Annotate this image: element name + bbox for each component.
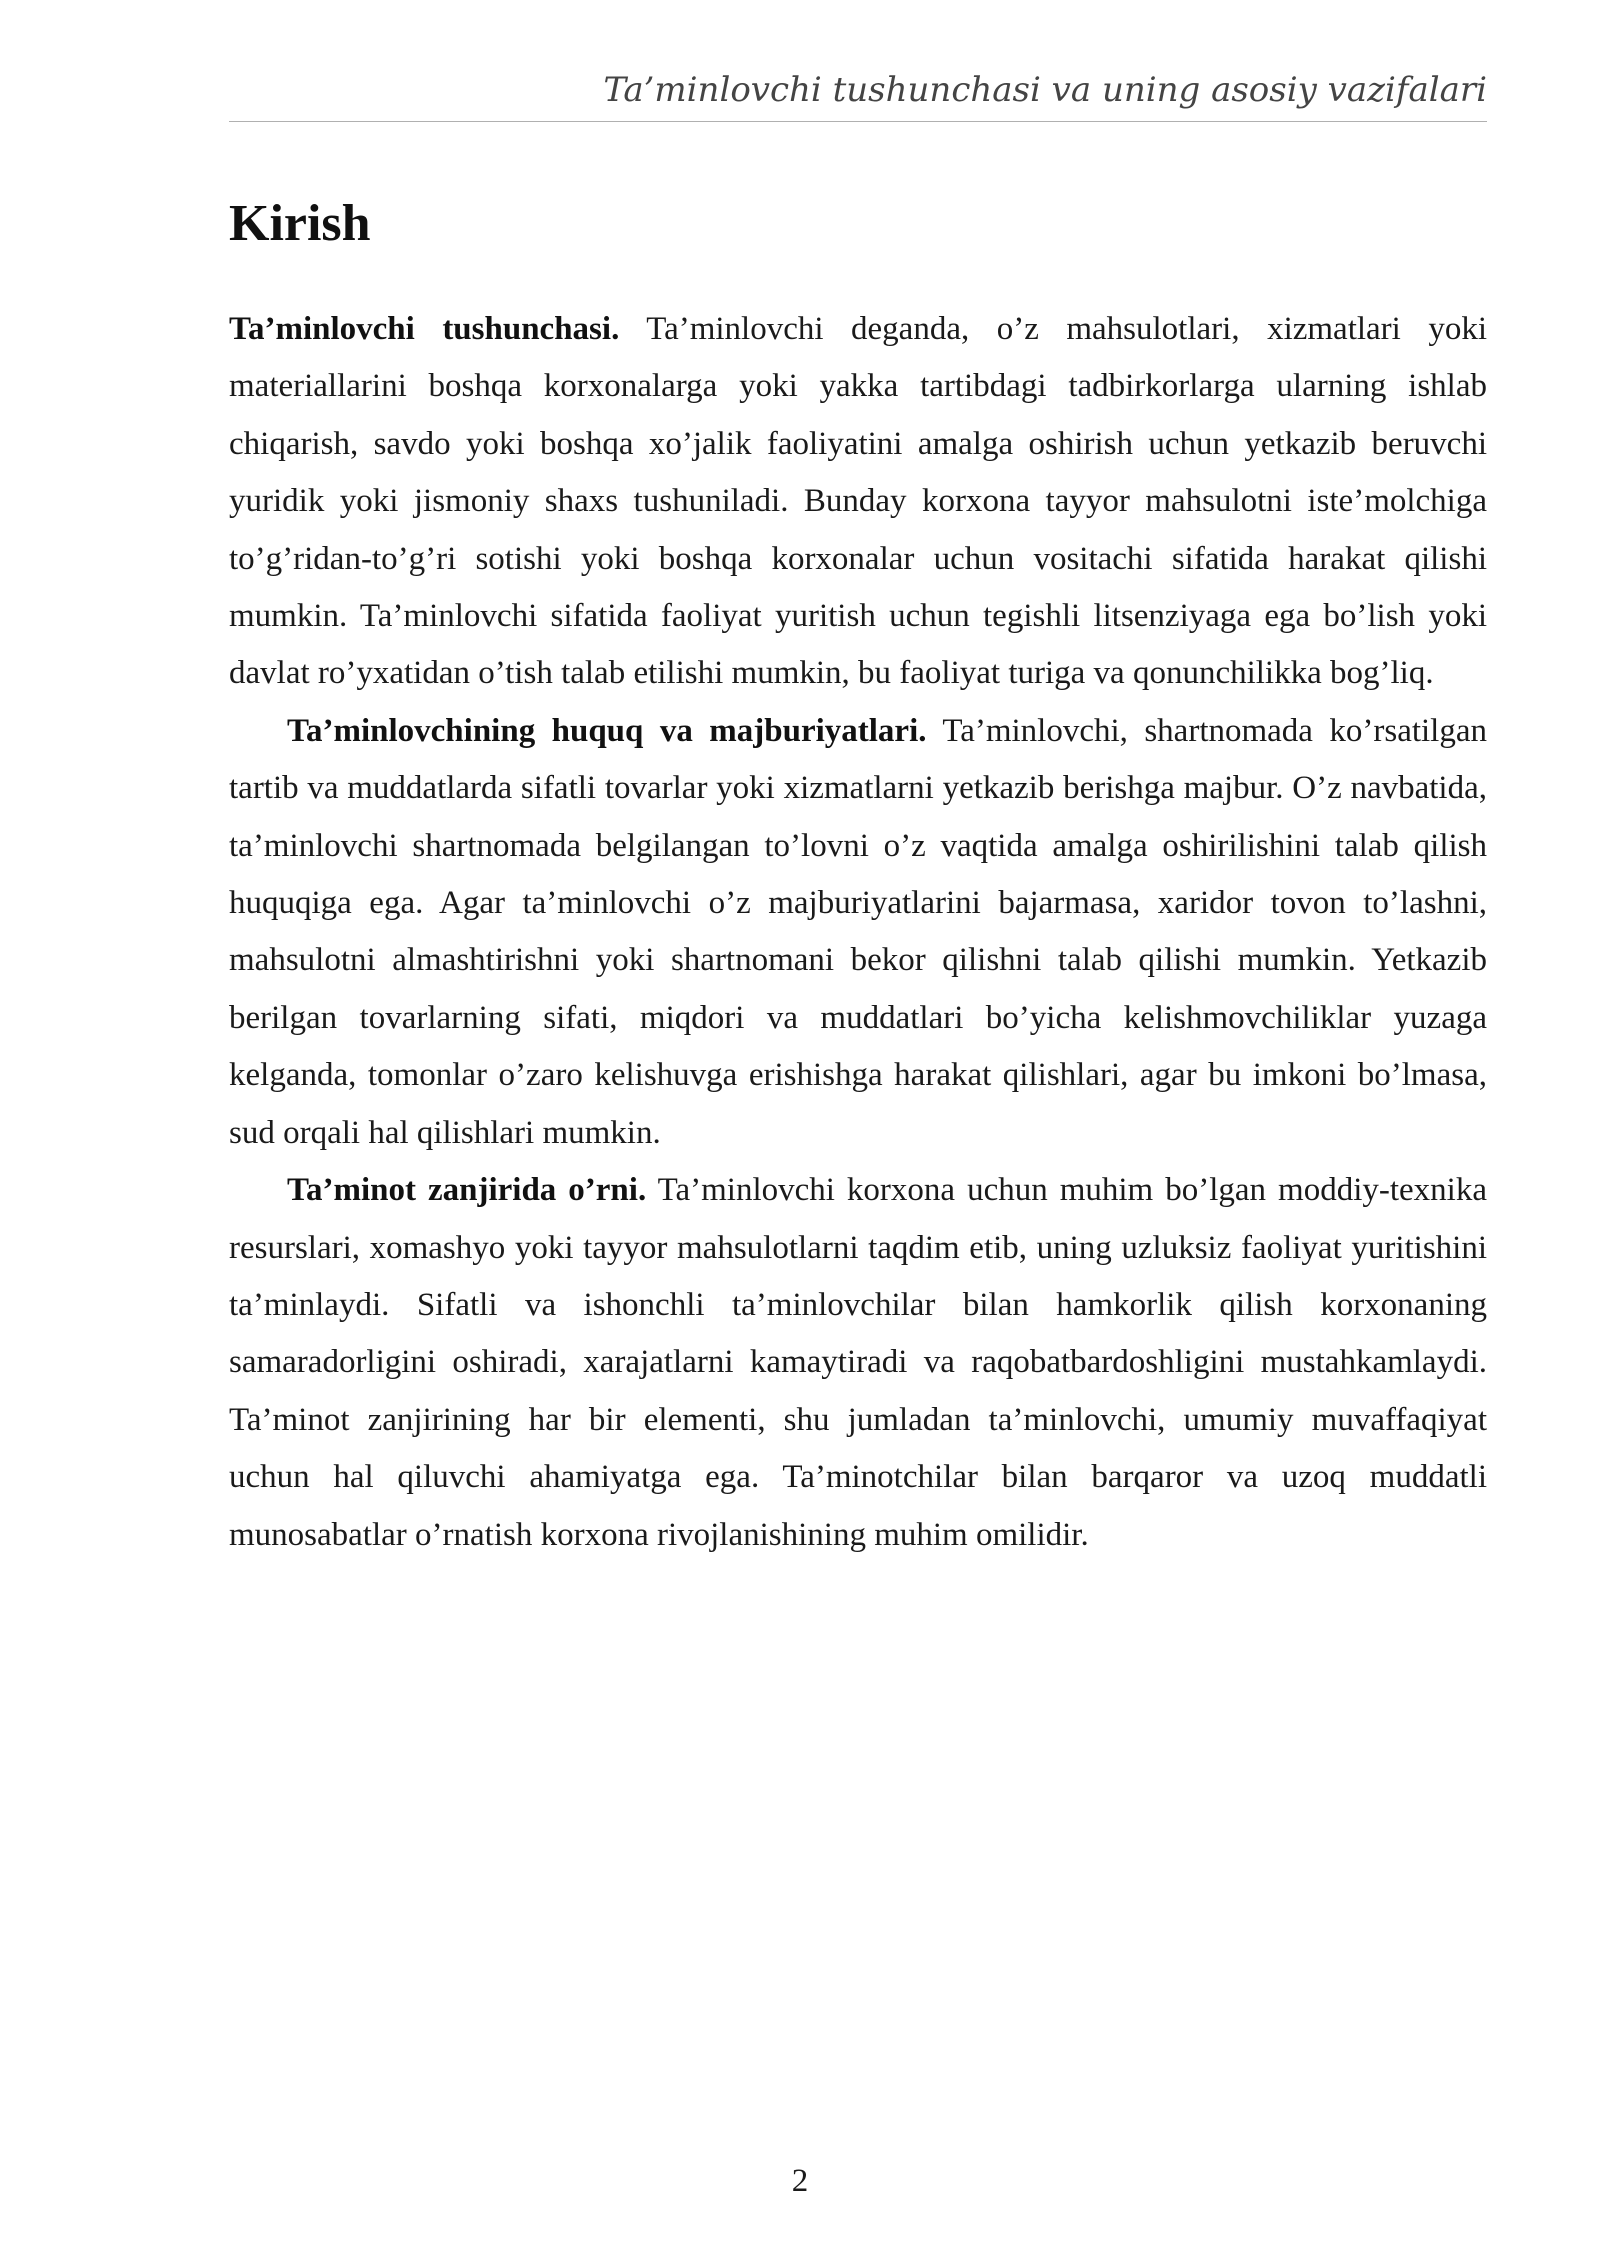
paragraph-text: Ta’minlovchi, shartnomada ko’rsatilgan tartib va muddatlarda sifatli tovarlar yoki xizmatlarni yetkazib berishga majbur. O’z navbatida, ta’minlovchi shartnomada belgilangan to’lovni o’z vaqtida amalga oshirilishini talab qilish huquqiga ega. Agar ta’minlovchi o’z majburiyatlarini bajarmasa, xaridor tovon to’lashni, mahsulotni almashtirishni yoki shartnomani bekor qilishni talab qilishi mumkin. Yetkazib berilgan tovarlarning sifati, miqdori va muddatlari bo’yicha kelishmovchiliklar yuzaga kelganda, tomonlar o’zaro kelishuvga erishishga harakat qilishlari, agar bu imkoni bo’lmasa, sud orqali hal qilishlari mumkin. <box>229 712 1487 1151</box>
paragraph-rights-obligations <box>229 703 1487 1162</box>
run-in-heading: Ta’minlovchining huquq va majburiyatlari. <box>287 712 927 749</box>
chapter-title: Kirish <box>229 195 371 252</box>
run-in-heading: Ta’minot zanjirida o’rni. <box>287 1172 647 1209</box>
body-text <box>229 301 1487 1564</box>
running-header: Ta’minlovchi tushunchasi va uning asosiy vazifalari <box>603 70 1487 110</box>
run-in-heading: Ta’minlovchi tushunchasi. <box>229 311 620 347</box>
header-rule <box>229 121 1487 122</box>
page-number: 2 <box>791 2163 809 2199</box>
paragraph-supply-chain-role <box>229 1162 1487 1564</box>
paragraph-text: Ta’minlovchi deganda, o’z mahsulotlari, xizmatlari yoki materiallarini boshqa korxonalarga yoki yakka tartibdagi tadbirkorlarga ularning ishlab chiqarish, savdo yoki boshqa xo’jalik faoliyatini amalga oshirish uchun yetkazib beruvchi yuridik yoki jismoniy shaxs tushuniladi. Bunday korxona tayyor mahsulotni iste’molchiga to’g’ridan-to’g’ri sotishi yoki boshqa korxonalar uchun vositachi sifatida harakat qilishi mumkin. Ta’minlovchi sifatida faoliyat yuritish uchun tegishli litsenziyaga ega bo’lish yoki davlat ro’yxatidan o’tish talab etilishi mumkin, bu faoliyat turiga va qonunchilikka bog’liq. <box>229 311 1488 692</box>
paragraph-text: Ta’minlovchi korxona uchun muhim bo’lgan moddiy-texnika resurslari, xomashyo yoki tayyor mahsulotlarni taqdim etib, uning uzluksiz faoliyat yuritishini ta’minlaydi. Sifatli va ishonchli ta’minlovchilar bilan hamkorlik qilish korxonaning samaradorligini oshiradi, xarajatlarni kamaytiradi va raqobatbardoshligini mustahkamlaydi. Ta’minot zanjirining har bir elementi, shu jumladan ta’minlovchi, umumiy muvaffaqiyat uchun hal qiluvchi ahamiyatga ega. Ta’minotchilar bilan barqaror va uzoq muddatli munosabatlar o’rnatish korxona rivojlanishining muhim omilidir. <box>229 1172 1487 1553</box>
paragraph-supplier-concept <box>229 301 1487 703</box>
